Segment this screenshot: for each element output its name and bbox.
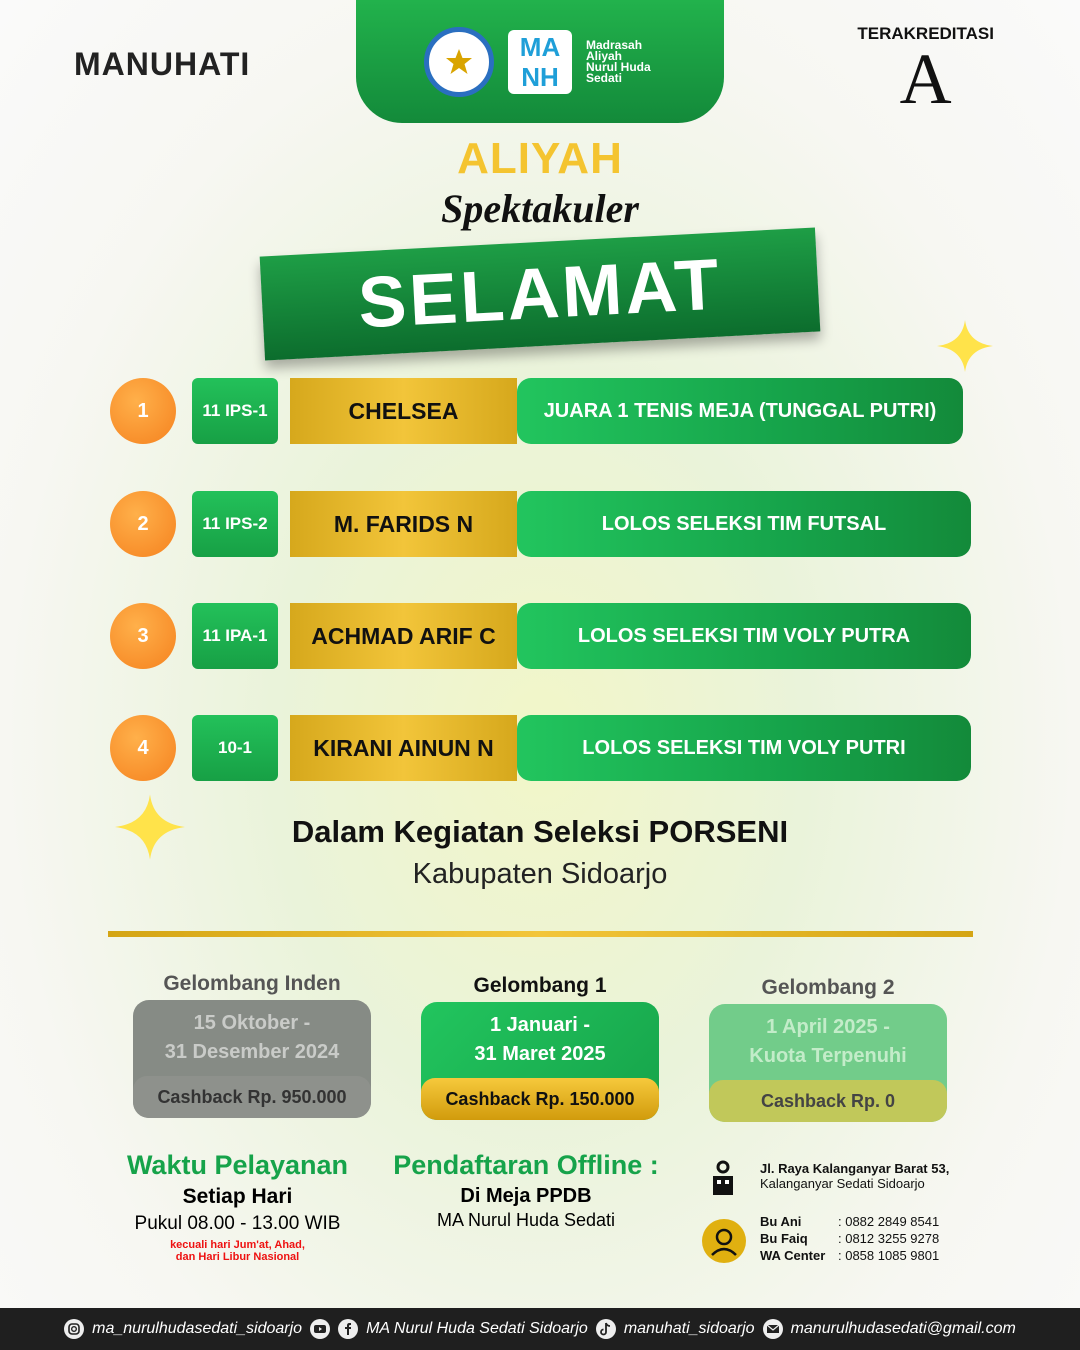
service-hours [110, 1150, 365, 1263]
title-aliyah: ALIYAH [457, 134, 623, 183]
wave-date-start: 15 Oktober - [193, 1012, 311, 1034]
tiktok-icon [596, 1319, 616, 1339]
email-address[interactable]: manurulhudasedati@gmail.com [790, 1320, 1016, 1337]
location-building-icon [708, 1160, 738, 1196]
accreditation-label: TERAKREDITASI [857, 24, 994, 43]
address [760, 1161, 949, 1191]
email-icon [763, 1319, 783, 1339]
rank-badge: 4 [110, 715, 176, 781]
youtube-facebook-handle[interactable]: MA Nurul Huda Sedati Sidoarjo [366, 1320, 588, 1337]
address-line: Kalanganyar Sedati Sidoarjo [760, 1176, 925, 1191]
winner-row [110, 715, 971, 781]
accreditation-grade: A [899, 39, 952, 119]
offline-school: MA Nurul Huda Sedati [436, 1210, 616, 1230]
student-name: CHELSEA [290, 378, 517, 444]
title-banner [260, 228, 821, 361]
rank-badge: 1 [110, 378, 176, 444]
accreditation [857, 24, 994, 119]
footer-social [0, 1308, 1080, 1350]
instagram-handle[interactable]: ma_nurulhudasedati_sidoarjo [92, 1320, 303, 1337]
offline-registration [386, 1150, 666, 1231]
school-logo-text: Madrasah Aliyah Nurul Huda Sedati [586, 37, 651, 85]
customer-service-icon [702, 1219, 746, 1263]
school-logo-banner [356, 0, 724, 123]
tiktok-handle[interactable]: manuhati_sidoarjo [623, 1320, 755, 1337]
wave-date-start: 1 Januari - [489, 1014, 591, 1036]
wave-2 [709, 976, 947, 1122]
wave-cashback: Cashback Rp. 0 [709, 1080, 947, 1122]
offline-place: Di Meja PPDB [460, 1185, 592, 1207]
wave-cashback: Cashback Rp. 150.000 [421, 1078, 659, 1120]
instagram-icon [64, 1319, 84, 1339]
service-note: dan Hari Libur Nasional [175, 1251, 300, 1263]
title-spektakuler: Spektakuler [441, 186, 639, 231]
achievement: JUARA 1 TENIS MEJA (TUNGGAL PUTRI) [517, 378, 963, 444]
achievement: LOLOS SELEKSI TIM VOLY PUTRI [517, 715, 971, 781]
winner-row [110, 491, 971, 557]
wave-title: Gelombang 1 [473, 974, 607, 997]
achievement: LOLOS SELEKSI TIM VOLY PUTRA [517, 603, 971, 669]
contact-name: WA Center [760, 1248, 826, 1263]
service-time: Pukul 08.00 - 13.00 WIB [134, 1213, 341, 1234]
wave-title: Gelombang Inden [163, 972, 341, 995]
contact-phone[interactable]: : 0882 2849 8541 [838, 1214, 940, 1229]
brand-wordmark: MANUHATI [74, 46, 251, 82]
sparkle-icon [935, 318, 995, 374]
service-note: kecuali hari Jum'at, Ahad, [170, 1239, 305, 1251]
class-label: 10-1 [192, 715, 278, 781]
contact-row [760, 1247, 943, 1264]
student-name: KIRANI AINUN N [290, 715, 517, 781]
winner-row [110, 603, 971, 669]
offline-title: Pendaftaran Offline : [393, 1150, 659, 1180]
event-location: Kabupaten Sidoarjo [412, 858, 668, 890]
contact-list [760, 1213, 943, 1264]
winner-row [110, 378, 971, 444]
divider [108, 931, 973, 937]
class-label: 11 IPS-2 [192, 491, 278, 557]
facebook-icon [338, 1319, 358, 1339]
class-label: 11 IPA-1 [192, 603, 278, 669]
student-name: ACHMAD ARIF C [290, 603, 517, 669]
wave-date-end: 31 Maret 2025 [474, 1043, 606, 1065]
wave-inden [133, 972, 371, 1118]
contact-phone[interactable]: : 0858 1085 9801 [838, 1248, 940, 1263]
contact-name: Bu Faiq [760, 1231, 808, 1246]
class-label: 11 IPS-1 [192, 378, 278, 444]
address-line: Jl. Raya Kalanganyar Barat 53, [760, 1161, 950, 1176]
event-title: Dalam Kegiatan Seleksi PORSENI [291, 814, 789, 849]
school-logo-mark: MA NH [508, 30, 572, 94]
contact-row [760, 1213, 943, 1230]
wave-title: Gelombang 2 [761, 976, 895, 999]
wave-1 [421, 974, 659, 1120]
rank-badge: 3 [110, 603, 176, 669]
ministry-seal-icon [424, 27, 494, 97]
wave-cashback: Cashback Rp. 950.000 [133, 1076, 371, 1118]
youtube-icon [310, 1319, 330, 1339]
contact-name: Bu Ani [760, 1214, 802, 1229]
service-days: Setiap Hari [182, 1185, 293, 1208]
rank-badge: 2 [110, 491, 176, 557]
achievement: LOLOS SELEKSI TIM FUTSAL [517, 491, 971, 557]
wave-date-start: 1 April 2025 - [766, 1016, 890, 1038]
wave-date-end: 31 Desember 2024 [164, 1041, 340, 1063]
student-name: M. FARIDS N [290, 491, 517, 557]
service-title: Waktu Pelayanan [126, 1150, 349, 1180]
contact-phone[interactable]: : 0812 3255 9278 [838, 1231, 940, 1246]
title-selamat: SELAMAT [356, 244, 724, 344]
contact-row [760, 1230, 943, 1247]
wave-date-end: Kuota Terpenuhi [749, 1045, 907, 1067]
